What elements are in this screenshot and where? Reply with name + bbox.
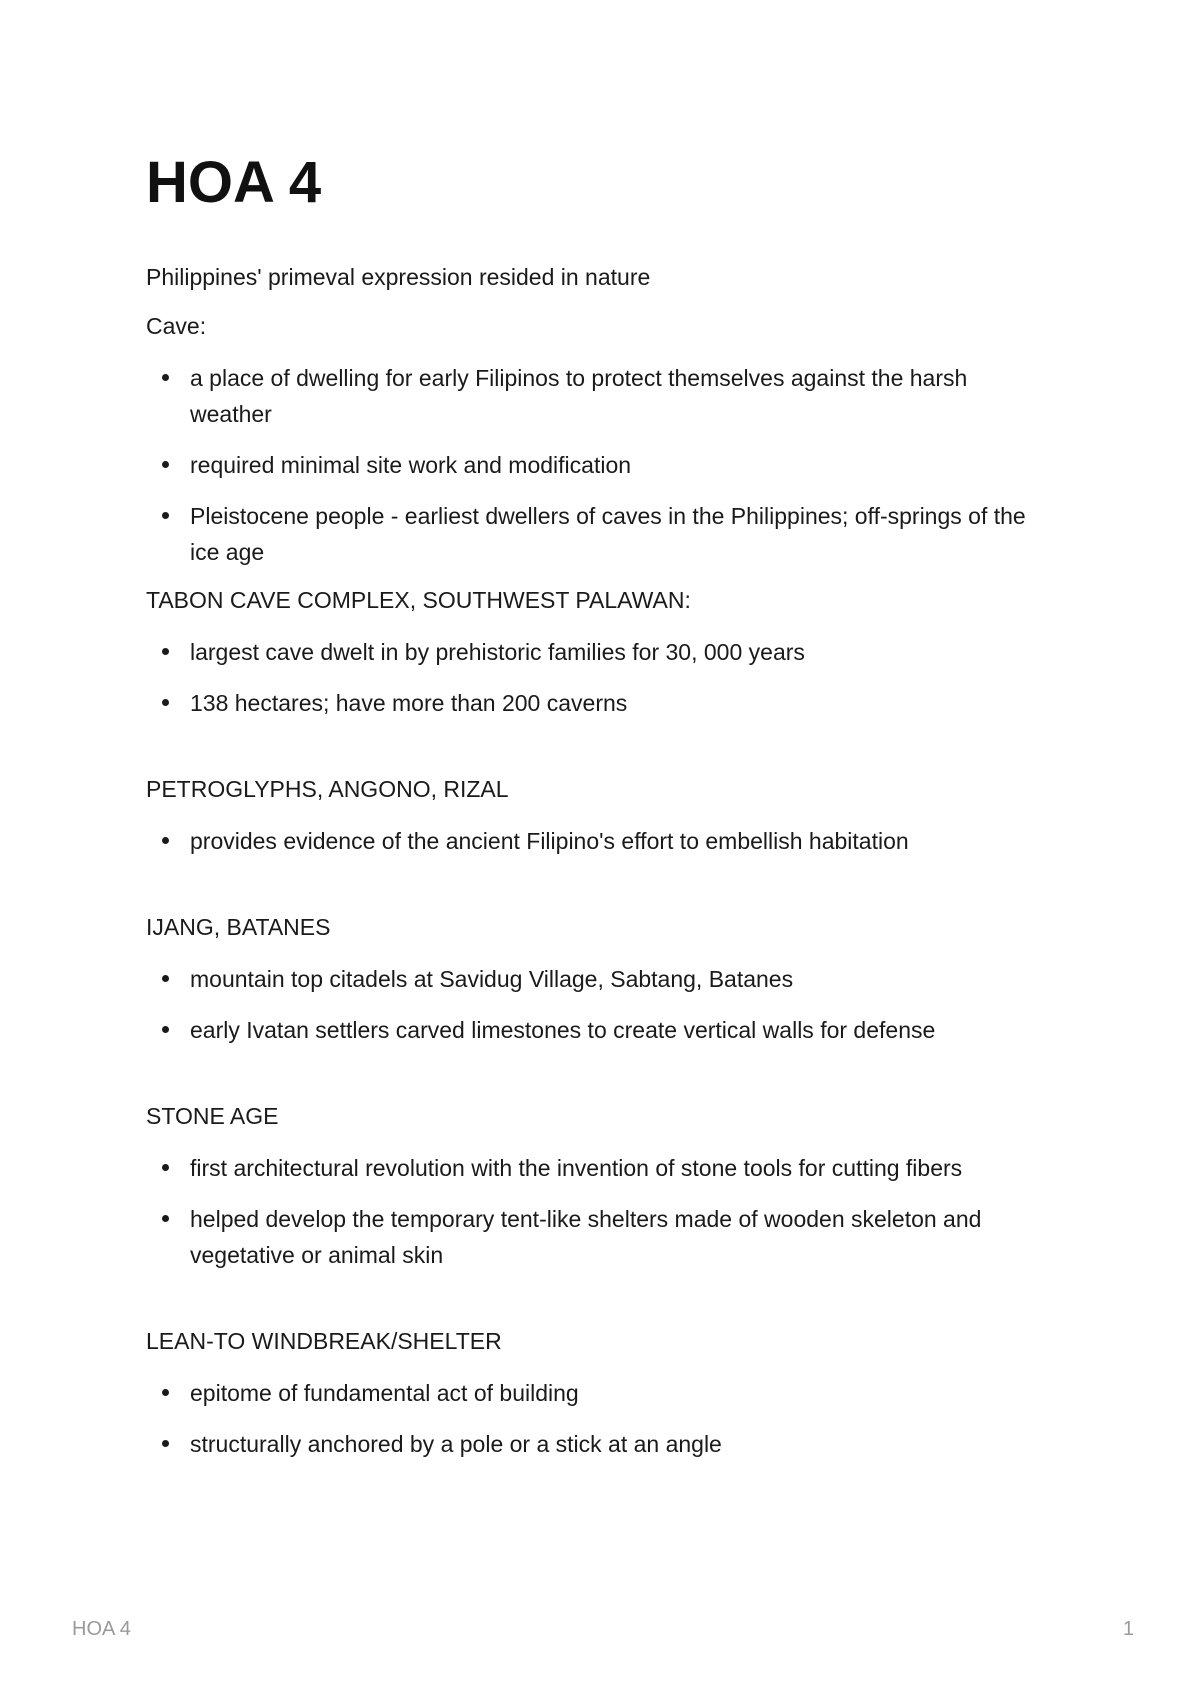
bullet-icon: [162, 699, 169, 706]
section-ijang: [146, 912, 1046, 1048]
list-item-text: largest cave dwelt in by prehistoric families for 30, 000 years: [190, 639, 805, 665]
bullet-list: [146, 961, 1046, 1048]
list-item-text: epitome of fundamental act of building: [190, 1380, 579, 1406]
list-item: [146, 1150, 1046, 1186]
list-item-text: mountain top citadels at Savidug Village, Sabtang, Batanes: [190, 966, 794, 992]
section-heading: LEAN-TO WINDBREAK/SHELTER: [146, 1328, 502, 1354]
list-item-text: helped develop the temporary tent-like shelters made of wooden skeleton and vegetative or animal skin: [190, 1206, 982, 1268]
bullet-list: [146, 634, 1046, 721]
section-tabon-cave: [146, 585, 1046, 721]
bullet-icon: [162, 648, 169, 655]
list-item: [146, 1375, 1046, 1411]
bullet-list: [146, 360, 1046, 570]
list-item: [146, 498, 1046, 570]
bullet-list: [146, 1375, 1046, 1462]
section-heading: IJANG, BATANES: [146, 914, 331, 940]
section-heading: PETROGLYPHS, ANGONO, RIZAL: [146, 776, 509, 802]
list-item: [146, 1201, 1046, 1273]
list-item: [146, 360, 1046, 432]
list-item-text: 138 hectares; have more than 200 caverns: [190, 690, 628, 716]
list-item-text: early Ivatan settlers carved limestones to create vertical walls for defense: [190, 1017, 936, 1043]
bullet-icon: [162, 1440, 169, 1447]
bullet-icon: [162, 461, 169, 468]
footer-document-title: HOA 4: [72, 1618, 131, 1640]
list-item: [146, 1426, 1046, 1462]
section-heading: TABON CAVE COMPLEX, SOUTHWEST PALAWAN:: [146, 587, 691, 613]
bullet-icon: [162, 1164, 169, 1171]
bullet-icon: [162, 837, 169, 844]
bullet-list: [146, 823, 1046, 859]
list-item-text: required minimal site work and modification: [190, 452, 632, 478]
bullet-icon: [162, 1215, 169, 1222]
bullet-list: [146, 1150, 1046, 1273]
list-item-text: Pleistocene people - earliest dwellers of caves in the Philippines; off-springs of the ice age: [190, 503, 1026, 565]
list-item-text: a place of dwelling for early Filipinos to protect themselves against the harsh weather: [190, 365, 968, 427]
document-title: HOA 4: [146, 150, 322, 215]
document-content: [146, 148, 1046, 1477]
footer-page-number: 1: [1122, 1618, 1134, 1640]
section-lean-to: [146, 1326, 1046, 1462]
bullet-icon: [162, 975, 169, 982]
list-item-text: structurally anchored by a pole or a stick at an angle: [190, 1431, 722, 1457]
section-heading: Cave:: [146, 313, 207, 339]
list-item: [146, 823, 1046, 859]
section-heading: STONE AGE: [146, 1103, 279, 1129]
section-cave: [146, 311, 1046, 570]
list-item: [146, 634, 1046, 670]
list-item-text: first architectural revolution with the invention of stone tools for cutting fibers: [190, 1155, 963, 1181]
bullet-icon: [162, 374, 169, 381]
list-item: [146, 685, 1046, 721]
bullet-icon: [162, 1026, 169, 1033]
list-item-text: provides evidence of the ancient Filipino's effort to embellish habitation: [190, 828, 909, 854]
bullet-icon: [162, 512, 169, 519]
list-item: [146, 961, 1046, 997]
list-item: [146, 1012, 1046, 1048]
intro-paragraph: Philippines' primeval expression resided in nature: [146, 264, 651, 290]
section-petroglyphs: [146, 774, 1046, 859]
bullet-icon: [162, 1389, 169, 1396]
section-stone-age: [146, 1101, 1046, 1273]
list-item: [146, 447, 1046, 483]
